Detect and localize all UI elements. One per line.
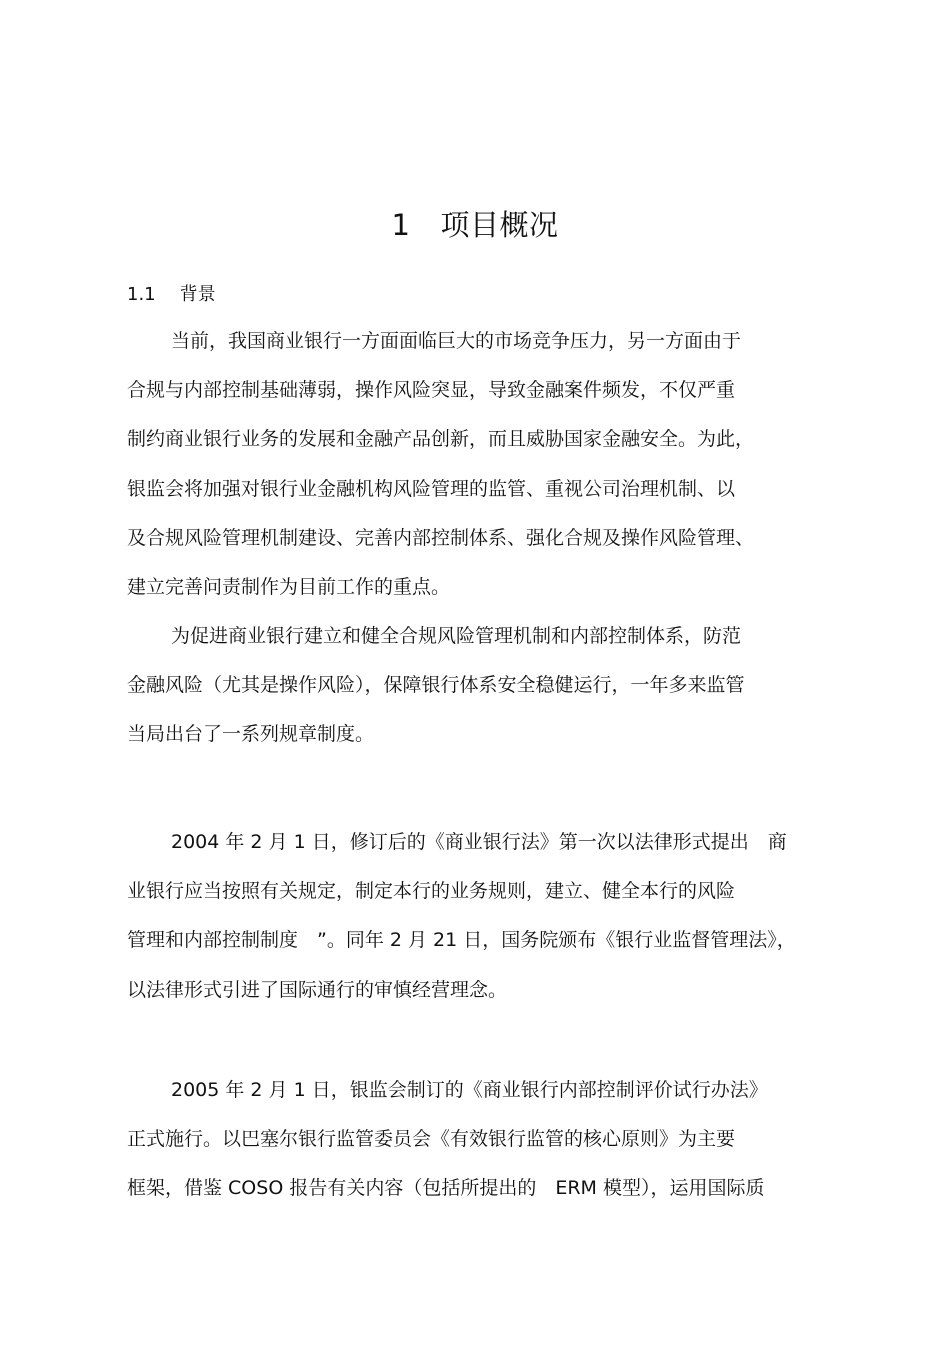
paragraph-2 [127,612,847,760]
paragraph-line: 业银行应当按照有关规定，制定本行的业务规则，建立、健全本行的风险 [127,880,736,903]
paragraph-line: 及合规风险管理机制建设、完善内部控制体系、强化合规及操作风险管理、 [127,526,755,549]
paragraph-line: 为促进商业银行建立和健全合规风险管理机制和内部控制体系，防范 [171,625,742,647]
paragraph-4 [127,1066,847,1214]
paragraph-line: 管理和内部控制制度 ”。同年 2 月 21 日，国务院颁布《银行业监督管理法》， [127,929,796,952]
paragraph-line: 银监会将加强对银行业金融机构风险管理的监管、重视公司治理机制、以 [127,477,736,500]
chapter-title [0,203,950,247]
paragraph-1 [127,317,847,612]
section-number: 1.1 [127,284,156,305]
paragraph-line: 制约商业银行业务的发展和金融产品创新，而且威胁国家金融安全。为此， [127,428,755,451]
paragraph-line: 金融风险（尤其是操作风险），保障银行体系安全稳健运行，一年多来监管 [127,674,745,697]
paragraph-line: 2005 年 2 月 1 日，银监会制订的《商业银行内部控制评价试行办法》 [171,1079,768,1101]
section-heading [127,281,216,309]
paragraph-line: 正式施行。以巴塞尔银行监管委员会《有效银行监管的核心原则》为主要 [127,1128,736,1151]
paragraph-line: 当前，我国商业银行一方面面临巨大的市场竞争压力，另一方面由于 [171,330,742,352]
chapter-number: 1 [391,208,411,242]
chapter-title-text: 项目概况 [440,208,559,242]
paragraph-line: 2004 年 2 月 1 日，修订后的《商业银行法》第一次以法律形式提出 商 [171,831,787,853]
paragraph-3 [127,818,847,1015]
paragraph-line: 框架，借鉴 COSO 报告有关内容（包括所提出的 ERM 模型），运用国际质 [127,1177,765,1200]
paragraph-line: 合规与内部控制基础薄弱，操作风险突显，导致金融案件频发，不仅严重 [127,379,736,402]
paragraph-line: 以法律形式引进了国际通行的审慎经营理念。 [127,978,508,1001]
paragraph-line: 当局出台了一系列规章制度。 [127,723,375,746]
paragraph-line: 建立完善问责制作为目前工作的重点。 [127,576,451,599]
section-title-text: 背景 [179,284,216,305]
